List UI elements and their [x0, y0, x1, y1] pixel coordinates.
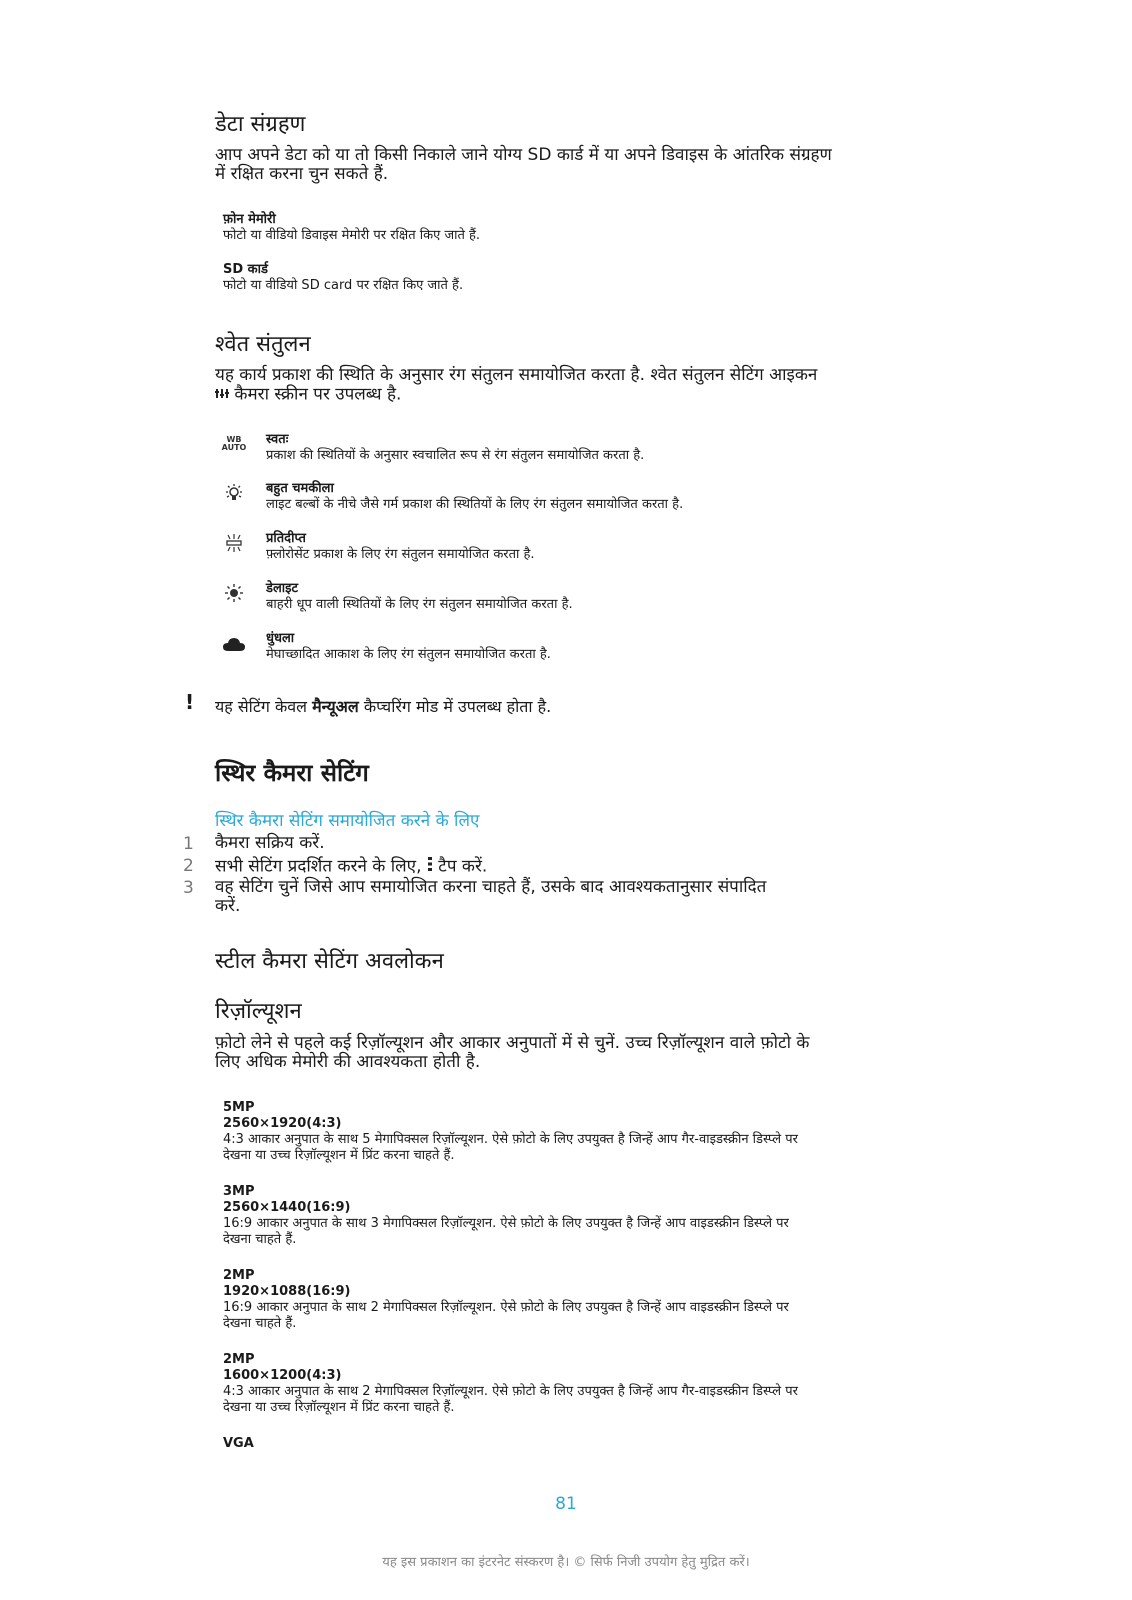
wb-option-auto	[266, 432, 644, 464]
storage-intro-line2: में रक्षित करना चुन सकते हैं.	[215, 164, 389, 184]
wb-option-term: प्रतिदीप्त	[266, 531, 306, 546]
resolution-size: 1920×1088(16:9)	[223, 1284, 351, 1299]
wb-settings-icon	[215, 385, 229, 404]
storage-option-phone	[223, 212, 480, 244]
step-number: 1	[183, 834, 194, 854]
wb-option-term: स्वतः	[266, 432, 289, 447]
wb-option-cloudy	[266, 631, 551, 663]
resolution-intro	[215, 1034, 945, 1072]
wb-option-desc: लाइट बल्बों के नीचे जैसे गर्म प्रकाश की स्थितियों के लिए रंग संतुलन समायोजित करता है.	[266, 497, 684, 512]
page-number: 81	[555, 1494, 577, 1514]
note-text-bold: मैन्यूअल	[312, 697, 359, 716]
white-balance-intro-line2-text: कैमरा स्क्रीन पर उपलब्ध है.	[234, 384, 402, 405]
step-text	[215, 856, 487, 877]
overview-heading: स्टील कैमरा सेटिंग अवलोकन	[215, 949, 444, 974]
note-text-after: कैप्चरिंग मोड में उपलब्ध होता है.	[358, 697, 552, 716]
resolution-desc-line2: देखना चाहते हैं.	[223, 1232, 297, 1247]
step-number: 3	[183, 878, 194, 898]
resolution-mp: 3MP	[223, 1184, 255, 1199]
step-text-line1: वह सेटिंग चुनें जिसे आप समायोजित करना चाहते हैं, उसके बाद आवश्यकतानुसार संपादित	[215, 877, 767, 897]
fluorescent-icon	[220, 533, 248, 553]
resolution-mp: 2MP	[223, 1268, 255, 1283]
white-balance-heading: श्वेत संतुलन	[215, 332, 311, 357]
footer-notice: यह इस प्रकाशन का इंटरनेट संस्करण है। © सिर्फ निजी उपयोग हेतु मुद्रित करें।	[382, 1555, 750, 1570]
wb-auto-icon	[220, 434, 248, 454]
incandescent-icon	[220, 483, 248, 503]
cloudy-icon	[220, 634, 248, 654]
still-camera-heading: स्थिर कैमरा सेटिंग	[215, 759, 369, 787]
resolution-option	[223, 1100, 953, 1164]
storage-option-term: फ़ोन मेमोरी	[223, 212, 276, 227]
daylight-icon	[220, 583, 248, 603]
resolution-size: 2560×1440(16:9)	[223, 1200, 351, 1215]
resolution-option	[223, 1268, 953, 1332]
storage-intro	[215, 146, 945, 184]
resolution-desc-line2: देखना या उच्च रिज़ॉल्यूशन में प्रिंट करना चाहते हैं.	[223, 1148, 455, 1163]
resolution-desc-line1: 4:3 आकार अनुपात के साथ 2 मेगापिक्सल रिज़ॉल्यूशन. ऐसे फ़ोटो के लिए उपयुक्त है जिन्हें आप गैर-वाइडस्क्रीन डिस्प्ले पर	[223, 1384, 798, 1399]
wb-auto-icon-top: WB	[226, 435, 242, 444]
step-text-before: सभी सेटिंग प्रदर्शित करने के लिए,	[215, 856, 427, 877]
resolution-mp: 5MP	[223, 1100, 255, 1115]
resolution-desc-line2: देखना या उच्च रिज़ॉल्यूशन में प्रिंट करना चाहते हैं.	[223, 1400, 455, 1415]
wb-option-incandescent	[266, 481, 683, 513]
resolution-size: 2560×1920(4:3)	[223, 1116, 342, 1131]
resolution-mp: 2MP	[223, 1352, 255, 1367]
step-number: 2	[183, 856, 194, 876]
wb-option-desc: फ़्लोरोसेंट प्रकाश के लिए रंग संतुलन समायोजित करता है.	[266, 547, 535, 562]
wb-option-desc: बाहरी धूप वाली स्थितियों के लिए रंग संतुलन समायोजित करता है.	[266, 597, 573, 612]
storage-option-desc: फोटो या वीडियो डिवाइस मेमोरी पर रक्षित किए जाते हैं.	[223, 228, 481, 243]
wb-option-daylight	[266, 581, 573, 613]
wb-option-term: डेलाइट	[266, 581, 299, 596]
resolution-desc-line1: 16:9 आकार अनुपात के साथ 3 मेगापिक्सल रिज़ॉल्यूशन. ऐसे फ़ोटो के लिए उपयुक्त है जिन्हें आप वाइडस्क्रीन डिस्प्ले पर	[223, 1216, 789, 1231]
manual-mode-note	[215, 698, 551, 716]
step-text	[215, 878, 945, 916]
resolution-option	[223, 1352, 953, 1416]
white-balance-intro-line2	[215, 385, 945, 405]
step-text: कैमरा सक्रिय करें.	[215, 833, 325, 853]
wb-option-term: बहुत चमकीला	[266, 481, 334, 496]
still-camera-subheading: स्थिर कैमरा सेटिंग समायोजित करने के लिए	[215, 811, 480, 831]
wb-option-fluorescent	[266, 531, 535, 563]
storage-option-desc: फोटो या वीडियो SD card पर रक्षित किए जाते हैं.	[223, 278, 464, 293]
resolution-vga: VGA	[223, 1436, 254, 1451]
white-balance-intro-line1: यह कार्य प्रकाश की स्थिति के अनुसार रंग संतुलन समायोजित करता है. श्वेत संतुलन सेटिंग आइकन	[215, 365, 818, 385]
storage-option-sd	[223, 262, 463, 294]
storage-heading: डेटा संग्रहण	[215, 112, 306, 137]
resolution-desc-line2: देखना चाहते हैं.	[223, 1316, 297, 1331]
storage-option-term: SD कार्ड	[223, 262, 268, 277]
note-text-before: यह सेटिंग केवल	[215, 697, 313, 716]
resolution-heading: रिज़ॉल्यूशन	[215, 999, 302, 1024]
storage-intro-line1: आप अपने डेटा को या तो किसी निकाले जाने योग्य SD कार्ड में या अपने डिवाइस के आंतरिक संग्रहण	[215, 145, 832, 165]
resolution-intro-line1: फ़ोटो लेने से पहले कई रिज़ॉल्यूशन और आकार अनुपातों में से चुनें. उच्च रिज़ॉल्यूशन वाले फ़ोटो के	[215, 1033, 810, 1053]
wb-auto-icon-bottom: AUTO	[221, 443, 247, 452]
white-balance-intro	[215, 366, 945, 405]
step-text-after: टैप करें.	[432, 856, 488, 877]
resolution-desc-line1: 4:3 आकार अनुपात के साथ 5 मेगापिक्सल रिज़ॉल्यूशन. ऐसे फ़ोटो के लिए उपयुक्त है जिन्हें आप गैर-वाइडस्क्रीन डिस्प्ले पर	[223, 1132, 798, 1147]
wb-option-desc: प्रकाश की स्थितियों के अनुसार स्वचालित रूप से रंग संतुलन समायोजित करता है.	[266, 448, 645, 463]
resolution-intro-line2: लिए अधिक मेमोरी की आवश्यकता होती है.	[215, 1052, 481, 1072]
resolution-desc-line1: 16:9 आकार अनुपात के साथ 2 मेगापिक्सल रिज़ॉल्यूशन. ऐसे फ़ोटो के लिए उपयुक्त है जिन्हें आप वाइडस्क्रीन डिस्प्ले पर	[223, 1300, 789, 1315]
wb-option-term: धुंधला	[266, 631, 295, 646]
resolution-option	[223, 1184, 953, 1248]
step-text-line2: करें.	[215, 896, 241, 916]
exclamation-icon: !	[185, 690, 195, 714]
resolution-size: 1600×1200(4:3)	[223, 1368, 342, 1383]
wb-option-desc: मेघाच्छादित आकाश के लिए रंग संतुलन समायोजित करता है.	[266, 647, 551, 662]
